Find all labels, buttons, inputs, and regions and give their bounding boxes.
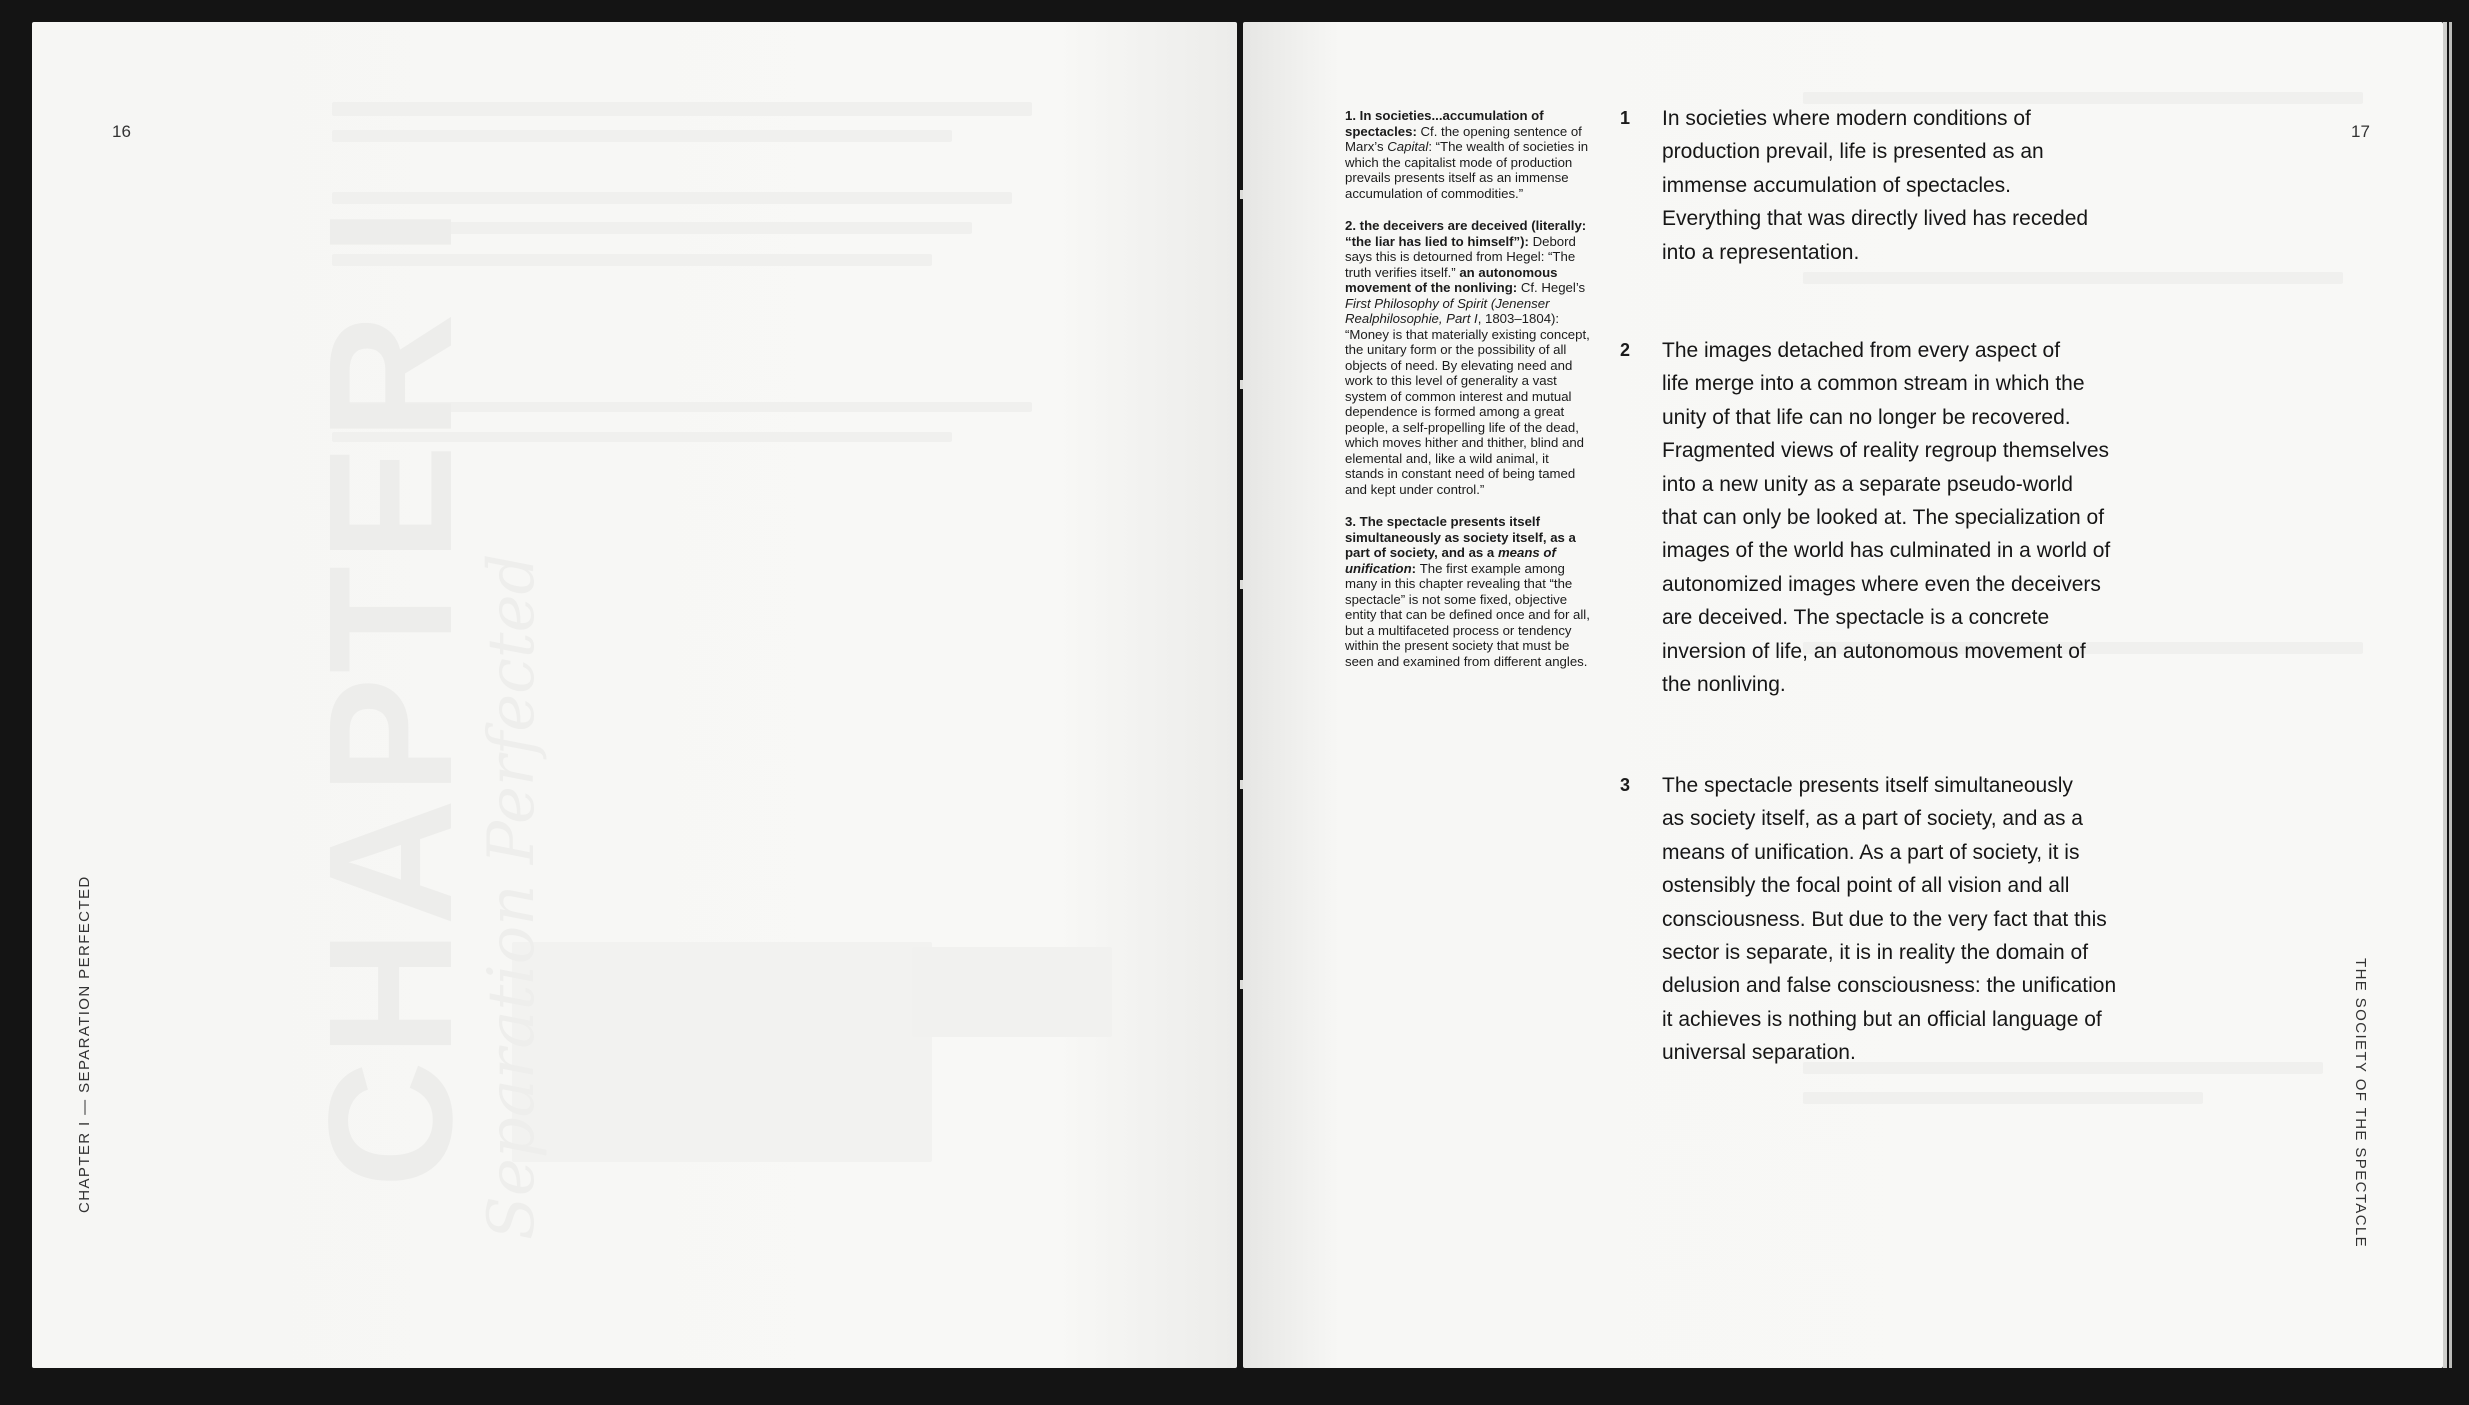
thesis-line: life merge into a common stream in which the (1662, 372, 2085, 396)
right-page-edge-2 (2449, 22, 2452, 1368)
thesis-line: universal separation. (1662, 1041, 1856, 1065)
annotation (1345, 108, 1591, 201)
right-page-edge (2443, 22, 2447, 1368)
annotation-text: First Philosophy of Spirit (Jenenser Realphilosophie, Part I (1345, 295, 1550, 326)
thesis-line: production prevail, life is presented as an (1662, 140, 2044, 164)
binding-stitch (1240, 780, 1243, 789)
annotation (1345, 514, 1591, 669)
binding-stitch (1240, 190, 1243, 199)
thesis-line: In societies where modern conditions of (1662, 107, 2031, 130)
thesis-line: unity of that life can no longer be recovered. (1662, 405, 2071, 429)
thesis-line: ostensibly the focal point of all vision and all (1662, 874, 2070, 898)
annotation-number: 3. (1345, 514, 1356, 529)
thesis-line: The spectacle presents itself simultaneously (1662, 774, 2073, 797)
thesis-line: the nonliving. (1662, 673, 1786, 697)
thesis-number: 3 (1620, 775, 1631, 795)
annotation-text: : (1411, 560, 1420, 576)
show-through-block (332, 130, 952, 142)
thesis-line: consciousness. But due to the very fact that this (1662, 907, 2107, 931)
show-through-block (332, 192, 1012, 204)
thesis-line: into a new unity as a separate pseudo-world (1662, 472, 2073, 496)
thesis-text (1662, 769, 2150, 1070)
annotation-text: Cf. Hegel’s (1520, 280, 1586, 295)
thesis-line: Everything that was directly lived has receded (1662, 207, 2089, 231)
annotation-number: 1. (1345, 108, 1356, 123)
thesis-line: it achieves is nothing but an official language of (1662, 1007, 2102, 1031)
annotation-text: : “The wealth of societies in which the capitalist mode of production prevails presents itself as an immense accumulation of commodities.” (1345, 139, 1589, 201)
binding-stitch (1240, 380, 1243, 389)
binding-stitch (1240, 980, 1243, 989)
annotation-text: the deceivers are deceived (literally: “the liar has lied to himself”): (1345, 218, 1587, 249)
annotation-text: , 1803–1804): “Money is that materially existing concept, the unitary form or the possibility of all objects of need. By elevating need and work to this level of generality a vast system of common interest and mutual dependence is formed among a great people, a self-propelling life of the dead, which moves hither and thither, blind and elemental and, like a wild animal, it stands in constant need of being tamed and kept under control.” (1345, 311, 1590, 497)
thesis-text (1662, 102, 2150, 269)
left-page (32, 22, 1237, 1368)
binding-stitch (1240, 580, 1243, 589)
annotation-text: means of unification (1345, 545, 1556, 576)
annotation-number: 2. (1345, 218, 1356, 233)
chapter-watermark: CHAPTER I (293, 203, 489, 1188)
annotation-text: Capital (1387, 139, 1429, 154)
thesis-line: sector is separate, it is in reality the domain of (1662, 941, 2089, 965)
thesis-line: autonomized images where even the deceivers (1662, 572, 2101, 596)
thesis-line: as society itself, as a part of society, and as a (1662, 807, 2083, 831)
annotation-text: an autonomous movement of the nonliving: (1345, 264, 1558, 295)
show-through-block (332, 102, 1032, 116)
thesis-line: means of unification. As a part of society, it is (1662, 840, 2080, 864)
show-through-block (1803, 1092, 2203, 1104)
thesis-line: The images detached from every aspect of (1662, 339, 2061, 362)
show-through-block (1803, 272, 2343, 284)
thesis-number: 2 (1620, 340, 1631, 360)
page-number: 17 (2351, 122, 2370, 141)
thesis-number: 1 (1620, 108, 1631, 128)
annotation-text: Cf. the opening sentence of Marx’s (1345, 123, 1582, 154)
thesis-line: inversion of life, an autonomous movement of (1662, 639, 2086, 663)
annotations-column (1345, 108, 1591, 686)
annotation-text: The first example among many in this chapter revealing that “the spectacle” is not some fixed, objective entity that can be defined once and for all, but a multifaceted process or tendency within the present society that must be seen and examined from different angles. (1345, 560, 1590, 669)
annotation-text: In societies...accumulation of spectacles: (1345, 108, 1544, 139)
thesis-line: that can only be looked at. The specialization of (1662, 506, 2105, 530)
thesis-line: Fragmented views of reality regroup themselves (1662, 439, 2110, 463)
annotation-text: The spectacle presents itself simultaneously as society itself, as a part of society, and as a (1345, 514, 1576, 560)
show-through-block (912, 947, 1112, 1037)
chapter-subtitle: Separation Perfected (475, 553, 549, 1240)
thesis-line: immense accumulation of spectacles. (1662, 173, 2011, 197)
annotation (1345, 218, 1591, 497)
thesis-line: images of the world has culminated in a world of (1662, 539, 2111, 563)
thesis-text (1662, 334, 2150, 701)
annotation-text: Debord says this is detourned from Hegel: “The truth verifies itself.” (1345, 233, 1576, 280)
thesis-line: into a representation. (1662, 240, 1860, 264)
thesis-line: delusion and false consciousness: the unification (1662, 974, 2117, 998)
running-head-right: THE SOCIETY OF THE SPECTACLE (2352, 958, 2369, 1249)
show-through-block (512, 942, 932, 1162)
running-head-left: CHAPTER I — SEPARATION PERFECTED (76, 875, 93, 1213)
page-number: 16 (112, 122, 131, 141)
thesis-line: are deceived. The spectacle is a concrete (1662, 606, 2050, 630)
